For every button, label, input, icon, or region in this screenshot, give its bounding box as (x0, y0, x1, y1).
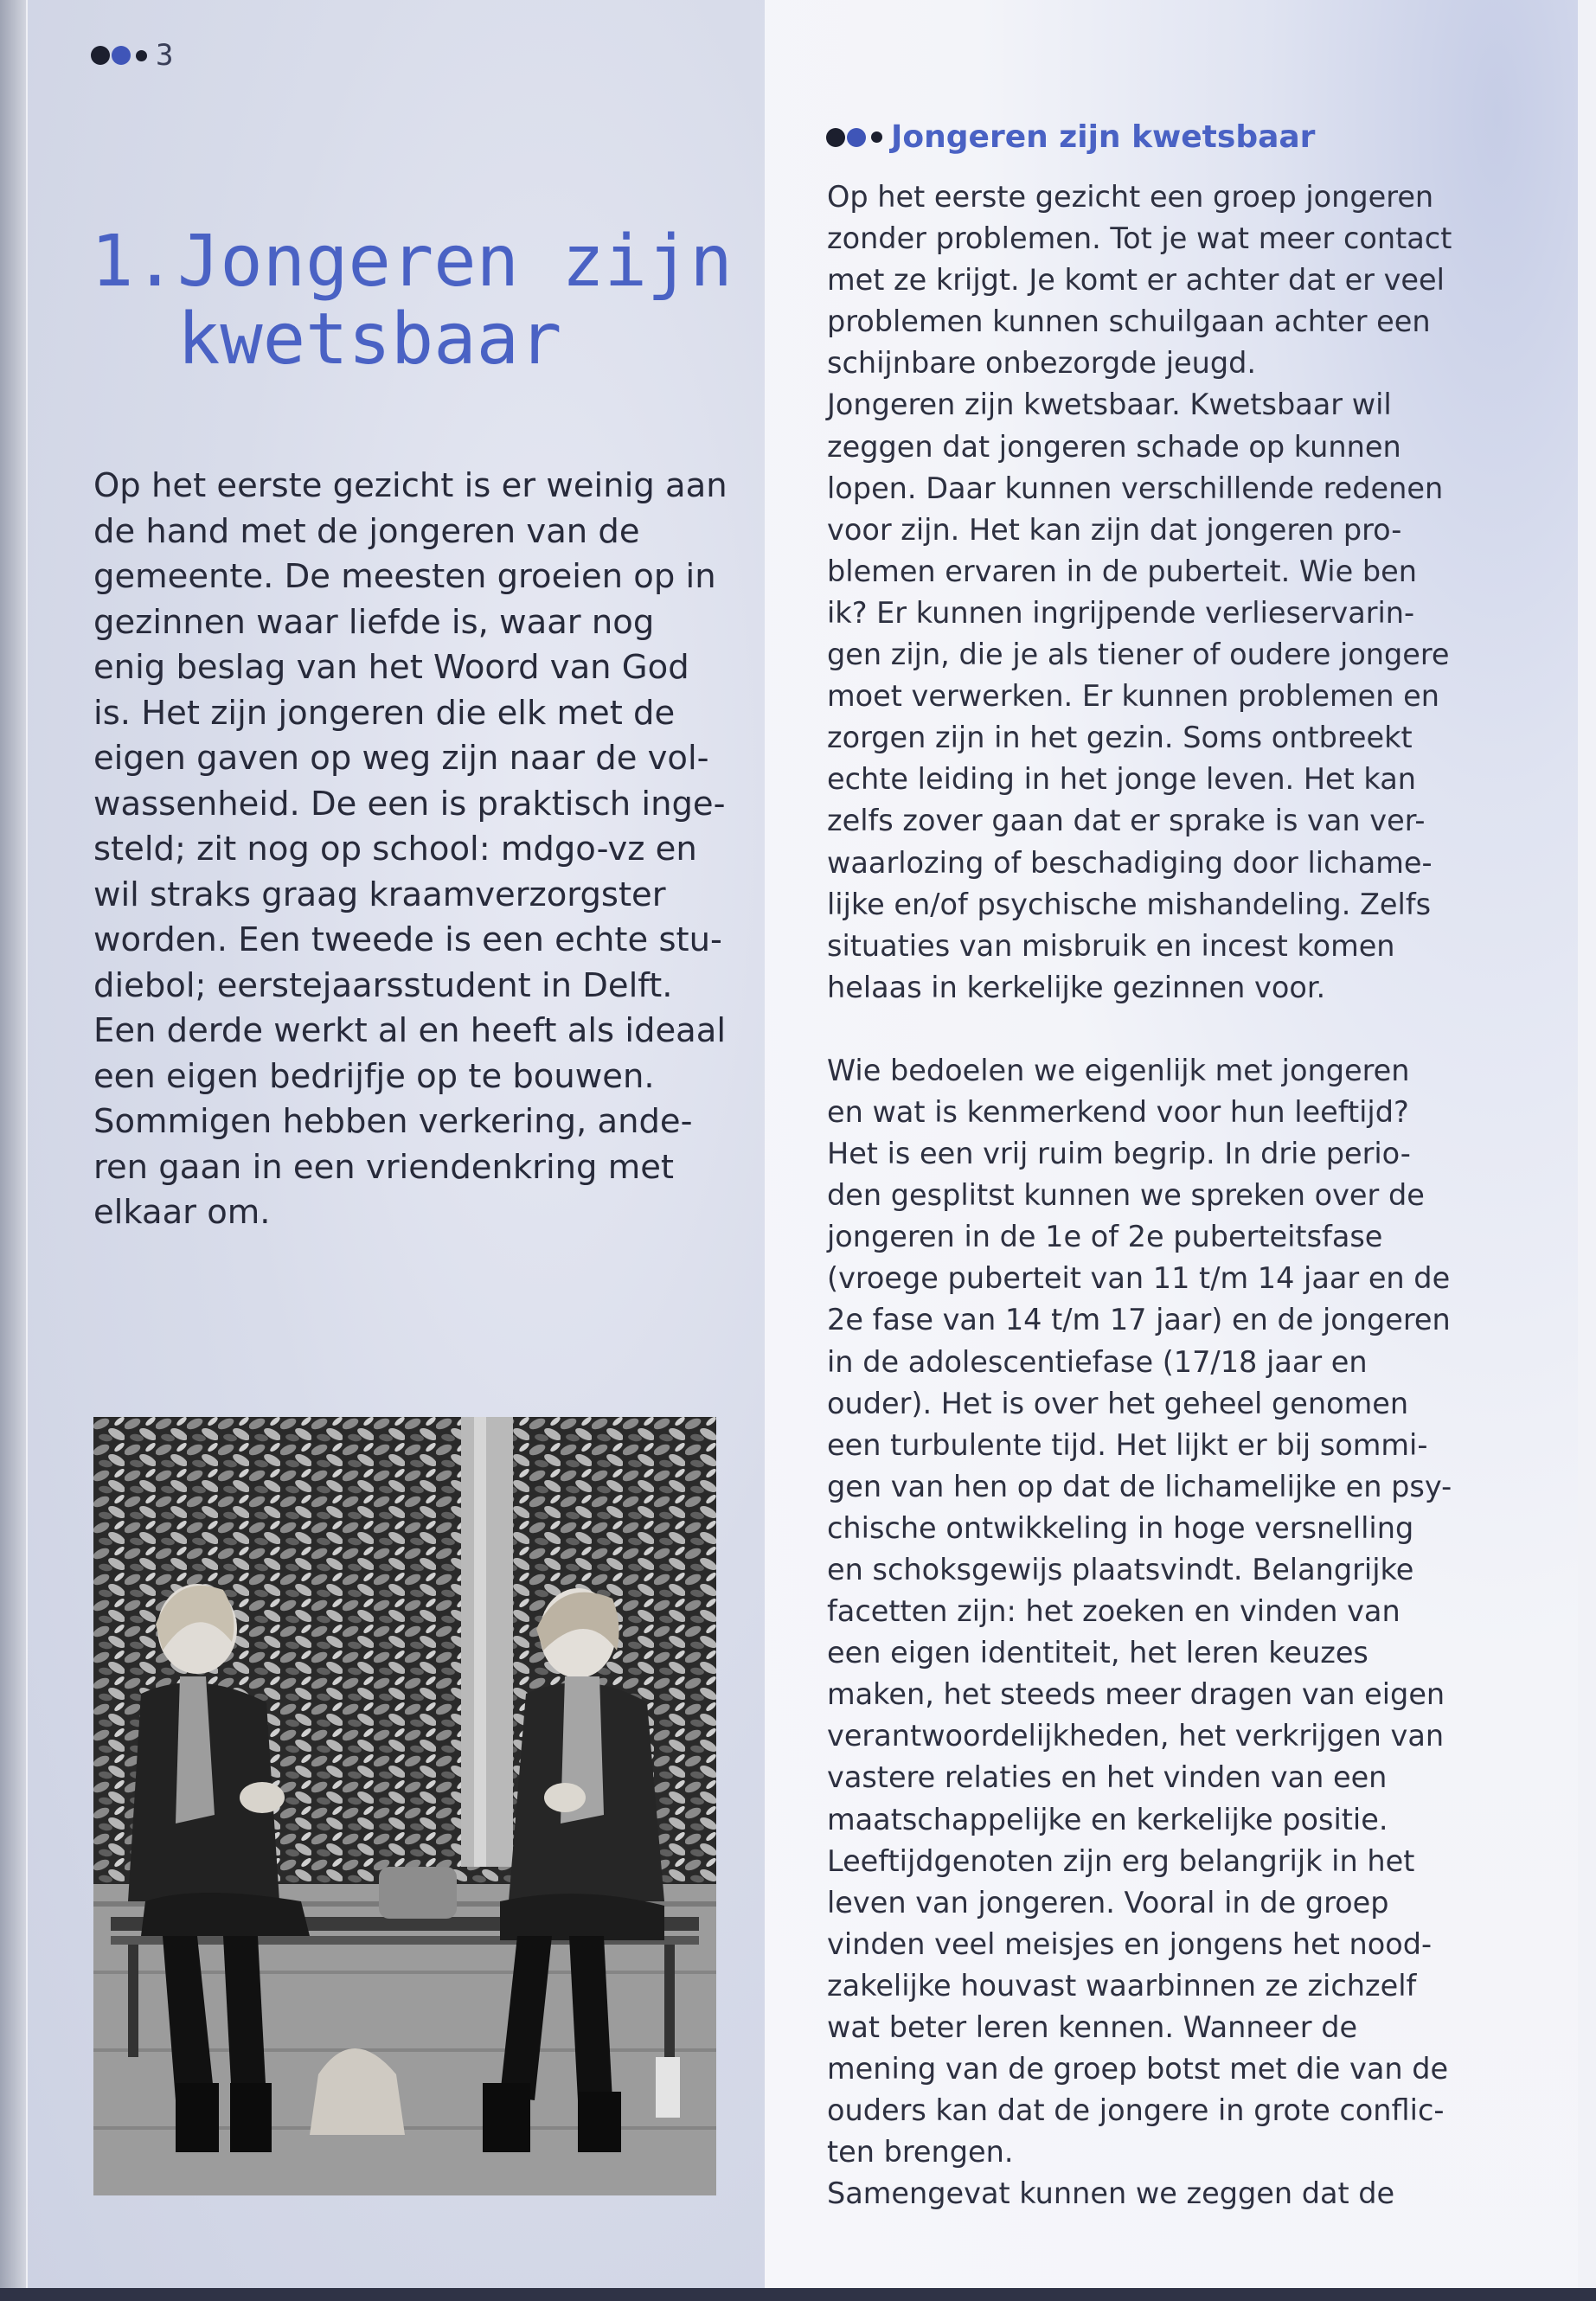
bottom-edge (0, 2288, 1596, 2301)
paragraph-2-line: en wat is kenmerkend voor hun leeftijd? (827, 1094, 1409, 1129)
intro-line: Een derde werkt al en heeft als ideaal (93, 1011, 727, 1050)
bullet-dots-icon (91, 46, 147, 65)
paragraph-1-line: helaas in kerkelijke gezinnen voor. (827, 970, 1326, 1004)
paragraph-2-line: en schoksgewijs plaatsvindt. Belangrijke (827, 1553, 1414, 1586)
paragraph-2-line: een eigen identiteit, het leren keuzes (827, 1636, 1368, 1670)
paragraph-1-line: problemen kunnen schuilgaan achter een (827, 304, 1431, 339)
paragraph-1-line: situaties van misbruik en incest komen (827, 928, 1395, 963)
chapter-title-line-2: kwetsbaar (177, 298, 562, 381)
paragraph-gap (827, 1009, 1571, 1050)
intro-line: eigen gaven op weg zijn naar de vol- (93, 739, 709, 778)
paragraph-2-line: maken, het steeds meer dragen van eigen (827, 1677, 1445, 1712)
intro-line: wil straks graag kraamverzorgster (93, 875, 666, 914)
photo-illustration (93, 1417, 716, 2195)
paragraph-2-line: ten brengen. (827, 2135, 1014, 2170)
page-number: 3 (156, 38, 174, 73)
paragraph-2-line: (vroege puberteit van 11 t/m 14 jaar en de (827, 1261, 1451, 1296)
paragraph-1-line: lijke en/of psychische mishandeling. Zelfs (827, 887, 1432, 921)
paragraph-2-line: in de adolescentiefase (17/18 jaar en (827, 1344, 1368, 1379)
paragraph-2-line: Samengevat kunnen we zeggen dat de (827, 2176, 1395, 2211)
paragraph-2-line: zakelijke houvast waarbinnen ze zichzelf (827, 1968, 1417, 2003)
paragraph-1-line: lopen. Daar kunnen verschillende redenen (827, 471, 1444, 505)
intro-line: wassenheid. De een is praktisch inge- (93, 784, 726, 824)
section-heading (826, 119, 1315, 155)
paragraph-2-line: facetten zijn: het zoeken en vinden van (827, 1594, 1401, 1629)
page-spine (0, 0, 26, 2301)
paragraph-2-line: wat beter leren kennen. Wanneer de (827, 2010, 1358, 2045)
paragraph-1-line: ik? Er kunnen ingrijpende verlieservarin- (827, 595, 1415, 630)
intro-line: de hand met de jongeren van de (93, 511, 640, 551)
paragraph-2-line: verantwoordelijkheden, het verkrijgen van (827, 1719, 1445, 1753)
paragraph-2-line: Leeftijdgenoten zijn erg belangrijk in het (827, 1843, 1415, 1878)
paragraph-2-line: ouders kan dat de jongere in grote conflic- (827, 2093, 1445, 2128)
chapter-title-line-1: Jongeren zijn (177, 221, 733, 303)
intro-line: is. Het zijn jongeren die elk met de (93, 693, 676, 733)
paragraph-1-line: echte leiding in het jonge leven. Het kan (827, 762, 1417, 797)
paragraph-2-line: Wie bedoelen we eigenlijk met jongeren (827, 1053, 1410, 1087)
bullet-dots-icon (826, 128, 882, 147)
photo-two-girls-on-bench (93, 1417, 716, 2195)
paragraph-2-line: vinden veel meisjes en jongens het nood- (827, 1926, 1433, 1961)
intro-line: enig beslag van het Woord van God (93, 648, 689, 687)
paragraph-1-line: schijnbare onbezorgde jeugd. (827, 346, 1257, 381)
paragraph-2-line: een turbulente tijd. Het lijkt er bij sommi- (827, 1427, 1428, 1462)
chapter-title (91, 223, 733, 379)
paragraph-1-line: met ze krijgt. Je komt er achter dat er veel (827, 263, 1445, 298)
paragraph-1-line: Op het eerste gezicht een groep jongeren (827, 180, 1434, 214)
paragraph-1-line: voor zijn. Het kan zijn dat jongeren pro- (827, 512, 1402, 547)
paragraph-2-line: leven van jongeren. Vooral in de groep (827, 1885, 1389, 1920)
paragraph-1-line: zelfs zover gaan dat er sprake is van ver- (827, 804, 1426, 838)
intro-paragraph (93, 464, 751, 1236)
chapter-number: 1. (91, 221, 176, 303)
intro-line: een eigen bedrijfje op te bouwen. (93, 1056, 655, 1096)
paragraph-2-line: mening van de groep botst met die van de (827, 2052, 1449, 2086)
paragraph-2-line: chische ontwikkeling in hoge versnelling (827, 1510, 1414, 1545)
intro-line: gemeente. De meesten groeien op in (93, 557, 716, 596)
paragraph-2-line: maatschappelijke en kerkelijke positie. (827, 1802, 1388, 1836)
paragraph-1-line: zonder problemen. Tot je wat meer contact (827, 221, 1452, 256)
paragraph-1-line: zorgen zijn in het gezin. Soms ontbreekt (827, 721, 1413, 755)
intro-line: Op het eerste gezicht is er weinig aan (93, 466, 727, 505)
intro-line: elkaar om. (93, 1193, 271, 1232)
paragraph-2-line: vastere relaties en het vinden van een (827, 1760, 1388, 1795)
paragraph-1-line: waarlozing of beschadiging door lichame- (827, 845, 1433, 880)
intro-line: worden. Een tweede is een echte stu- (93, 920, 722, 959)
intro-line: ren gaan in een vriendenkring met (93, 1147, 675, 1187)
paragraph-1-line: gen zijn, die je als tiener of oudere jongere (827, 638, 1450, 672)
intro-line: diebol; eerstejaarsstudent in Delft. (93, 965, 673, 1005)
intro-line: Sommigen hebben verkering, ande- (93, 1102, 693, 1141)
paragraph-2-line: ouder). Het is over het geheel genomen (827, 1386, 1409, 1420)
paragraph-2 (827, 1050, 1571, 2215)
intro-line: gezinnen waar liefde is, waar nog (93, 602, 655, 642)
page-number-block (91, 38, 173, 73)
paragraph-2-line: gen van hen op dat de lichamelijke en psy- (827, 1469, 1452, 1503)
paragraph-2-line: jongeren in de 1e of 2e puberteitsfase (827, 1220, 1383, 1254)
paragraph-2-line: 2e fase van 14 t/m 17 jaar) en de jongeren (827, 1303, 1451, 1337)
paragraph-2-line: Het is een vrij ruim begrip. In drie perio- (827, 1137, 1411, 1171)
paragraph-2-line: den gesplitst kunnen we spreken over de (827, 1178, 1425, 1213)
paragraph-1-line: moet verwerken. Er kunnen problemen en (827, 679, 1439, 714)
intro-line: steld; zit nog op school: mdgo-vz en (93, 830, 697, 868)
body-text (827, 176, 1571, 2215)
paragraph-1-line: blemen ervaren in de puberteit. Wie ben (827, 554, 1417, 588)
section-title: Jongeren zijn kwetsbaar (891, 119, 1316, 155)
paragraph-1-line: Jongeren zijn kwetsbaar. Kwetsbaar wil (827, 388, 1392, 422)
paragraph-1-line: zeggen dat jongeren schade op kunnen (827, 429, 1401, 464)
paragraph-1 (827, 176, 1571, 1009)
